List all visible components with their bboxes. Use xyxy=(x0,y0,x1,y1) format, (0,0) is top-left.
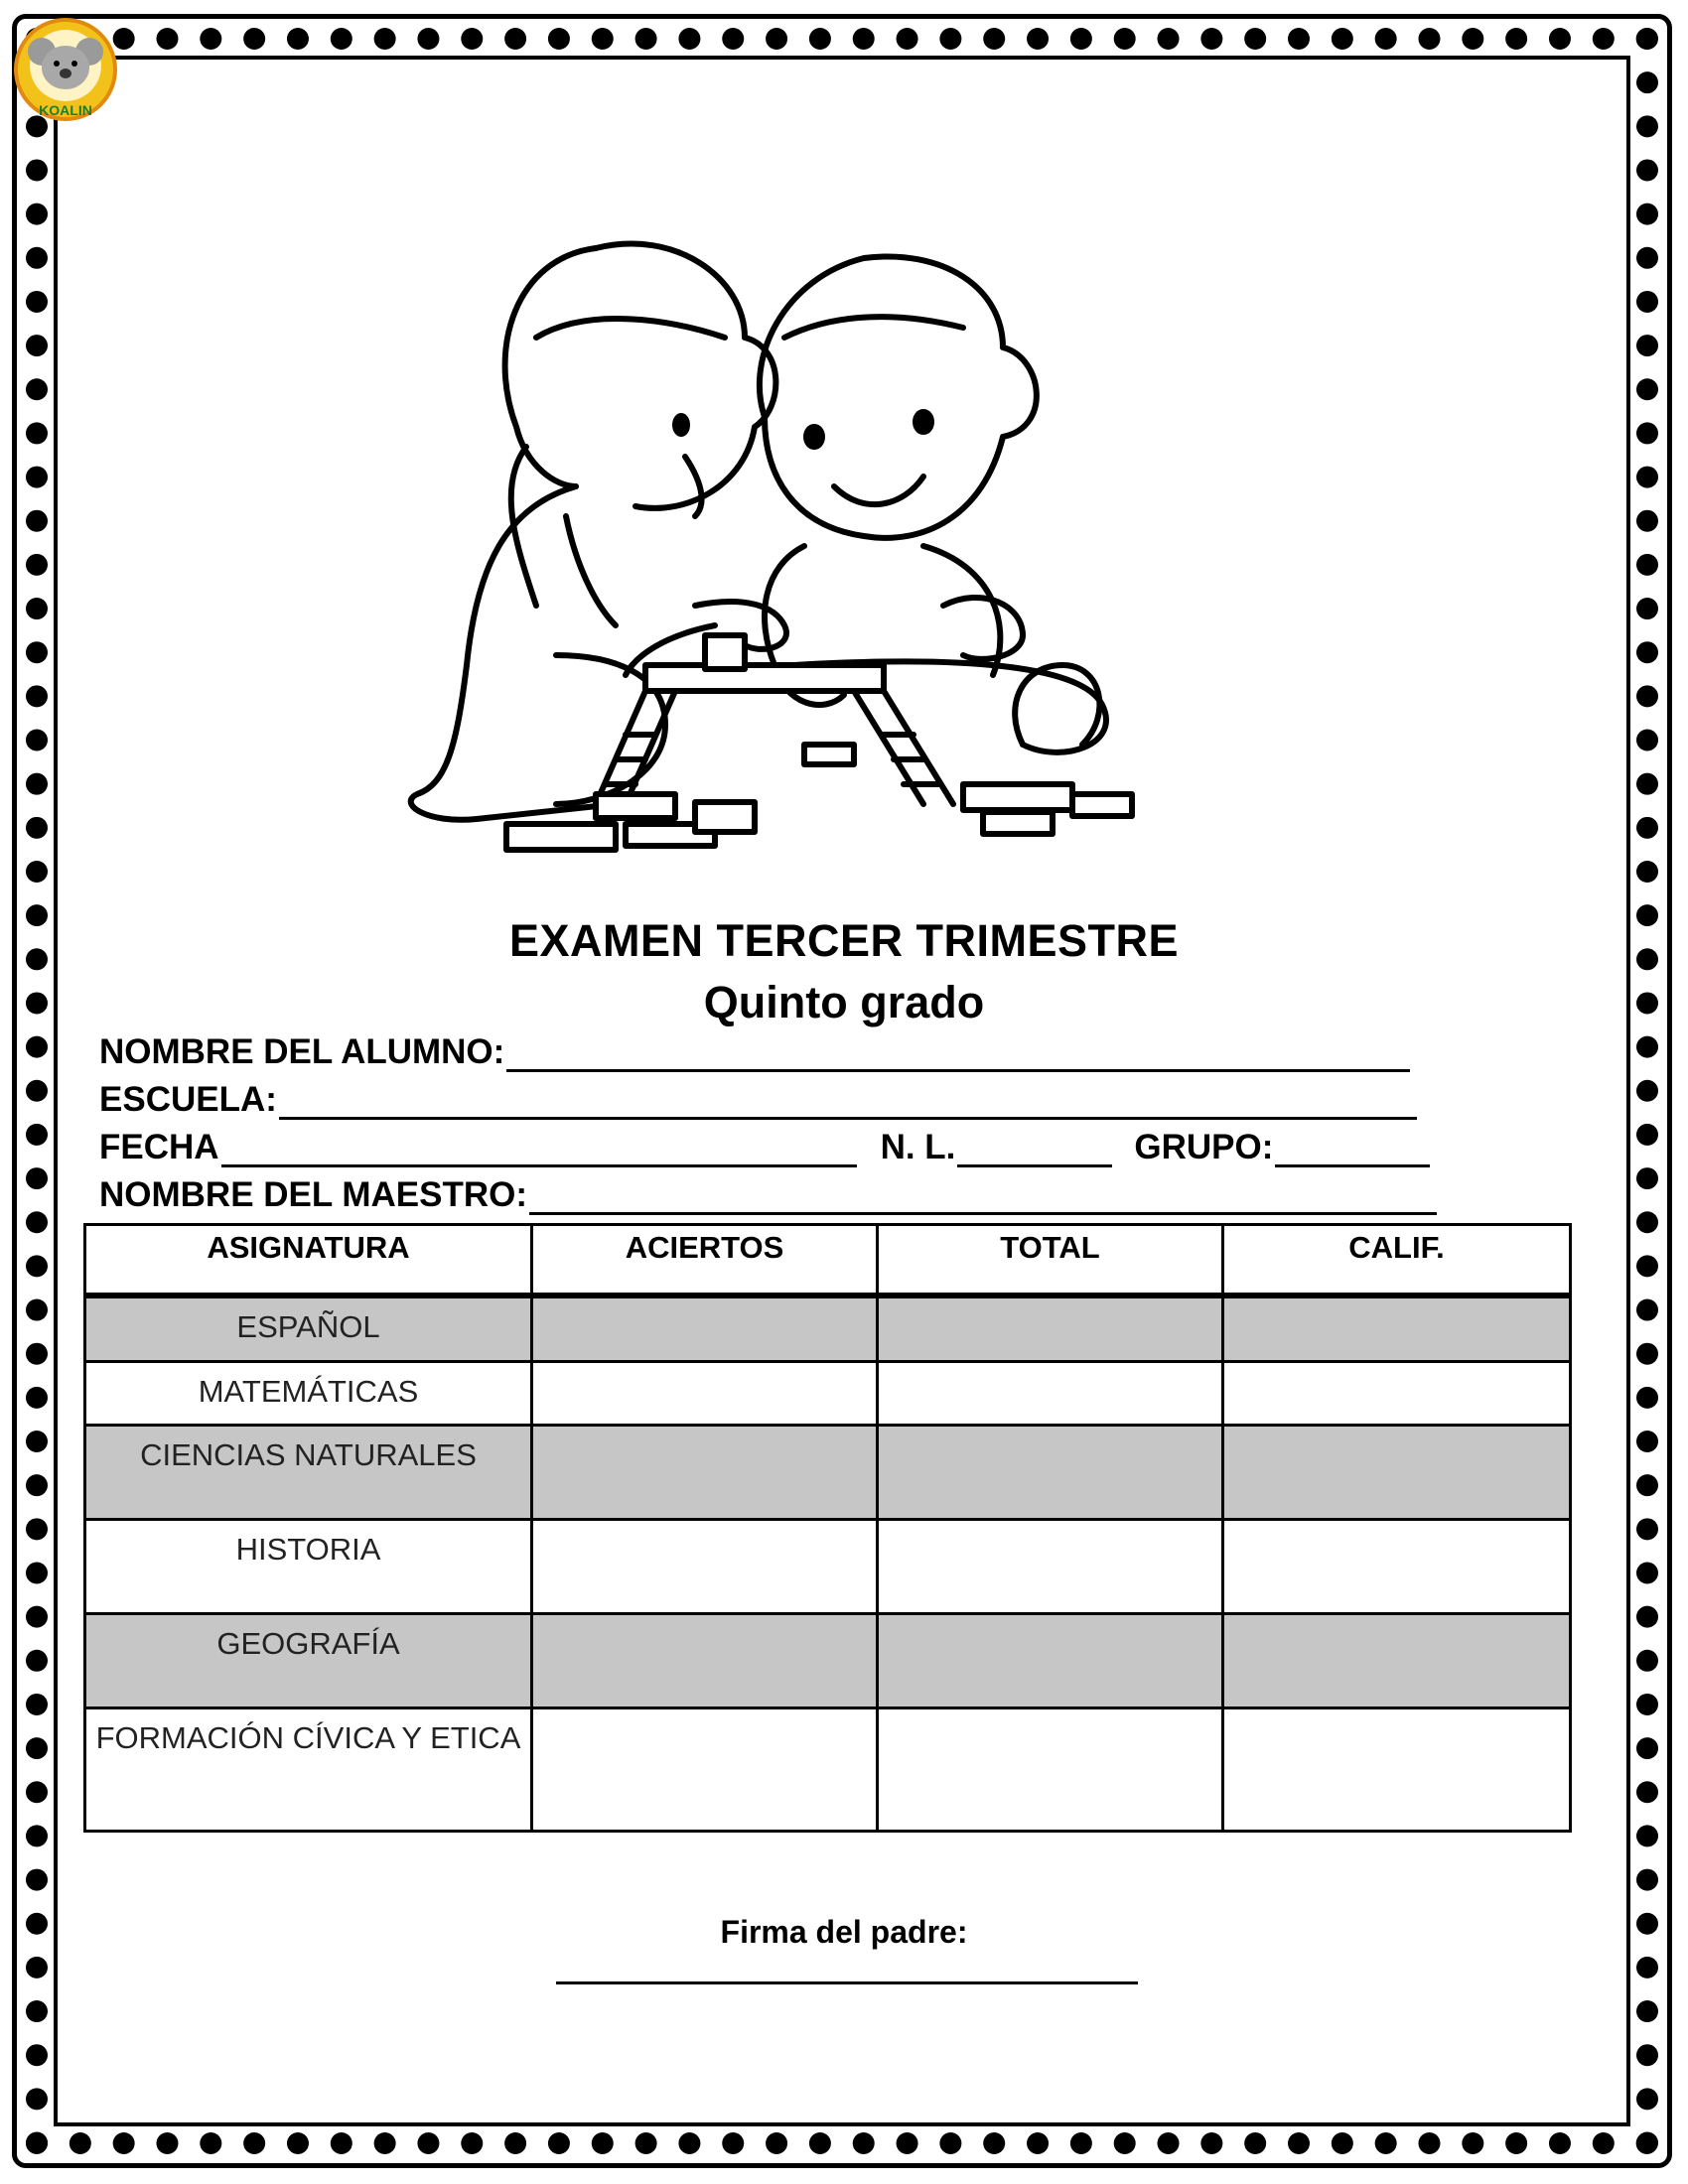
correct-cell[interactable] xyxy=(532,1296,878,1361)
list-number-label: N. L. xyxy=(880,1128,956,1166)
school-field xyxy=(99,1080,1417,1120)
grade-cell[interactable] xyxy=(1223,1361,1571,1425)
student-name-label: NOMBRE DEL ALUMNO: xyxy=(99,1032,505,1071)
total-cell[interactable] xyxy=(878,1296,1223,1361)
header-subject: ASIGNATURA xyxy=(85,1225,532,1297)
subject-cell: FORMACIÓN CÍVICA Y ETICA xyxy=(85,1707,532,1831)
parent-signature-line[interactable] xyxy=(556,1981,1138,1984)
grades-table xyxy=(83,1223,1572,1833)
exam-subtitle: Quinto grado xyxy=(703,977,985,1027)
header-correct: ACIERTOS xyxy=(532,1225,878,1297)
grade-cell[interactable] xyxy=(1223,1296,1571,1361)
correct-cell[interactable] xyxy=(532,1707,878,1831)
date-row xyxy=(99,1128,1430,1167)
children-playing-blocks-icon xyxy=(367,189,1281,884)
subject-cell: ESPAÑOL xyxy=(85,1296,532,1361)
parent-signature-label: Firma del padre: xyxy=(720,1914,968,1950)
student-name-line[interactable] xyxy=(506,1039,1410,1072)
teacher-name-label: NOMBRE DEL MAESTRO: xyxy=(99,1175,528,1214)
table-row xyxy=(85,1296,1571,1361)
total-cell[interactable] xyxy=(878,1425,1223,1519)
teacher-name-field xyxy=(99,1175,1437,1215)
badge-label: KOALIN xyxy=(39,102,92,118)
subject-cell: HISTORIA xyxy=(85,1519,532,1613)
correct-cell[interactable] xyxy=(532,1613,878,1707)
table-row xyxy=(85,1361,1571,1425)
group-label: GRUPO: xyxy=(1134,1128,1274,1166)
total-cell[interactable] xyxy=(878,1707,1223,1831)
exam-title: EXAMEN TERCER TRIMESTRE xyxy=(508,915,1180,966)
school-line[interactable] xyxy=(279,1087,1417,1120)
subject-cell: GEOGRAFÍA xyxy=(85,1613,532,1707)
correct-cell[interactable] xyxy=(532,1361,878,1425)
grade-cell[interactable] xyxy=(1223,1613,1571,1707)
koala-icon xyxy=(12,16,119,123)
grade-cell[interactable] xyxy=(1223,1707,1571,1831)
table-row xyxy=(85,1425,1571,1519)
correct-cell[interactable] xyxy=(532,1519,878,1613)
school-label: ESCUELA: xyxy=(99,1080,277,1119)
header-grade: CALIF. xyxy=(1223,1225,1571,1297)
teacher-name-line[interactable] xyxy=(529,1182,1437,1215)
subject-cell: CIENCIAS NATURALES xyxy=(85,1425,532,1519)
table-row xyxy=(85,1519,1571,1613)
total-cell[interactable] xyxy=(878,1361,1223,1425)
student-name-field xyxy=(99,1032,1410,1072)
list-number-line[interactable] xyxy=(957,1135,1112,1167)
subject-cell: MATEMÁTICAS xyxy=(85,1361,532,1425)
grade-cell[interactable] xyxy=(1223,1425,1571,1519)
group-line[interactable] xyxy=(1275,1135,1430,1167)
table-header-row xyxy=(85,1225,1571,1297)
correct-cell[interactable] xyxy=(532,1425,878,1519)
grade-cell[interactable] xyxy=(1223,1519,1571,1613)
table-row xyxy=(85,1613,1571,1707)
date-label: FECHA xyxy=(99,1128,219,1166)
total-cell[interactable] xyxy=(878,1519,1223,1613)
header-total: TOTAL xyxy=(878,1225,1223,1297)
date-line[interactable] xyxy=(221,1135,857,1167)
table-row xyxy=(85,1707,1571,1831)
total-cell[interactable] xyxy=(878,1613,1223,1707)
